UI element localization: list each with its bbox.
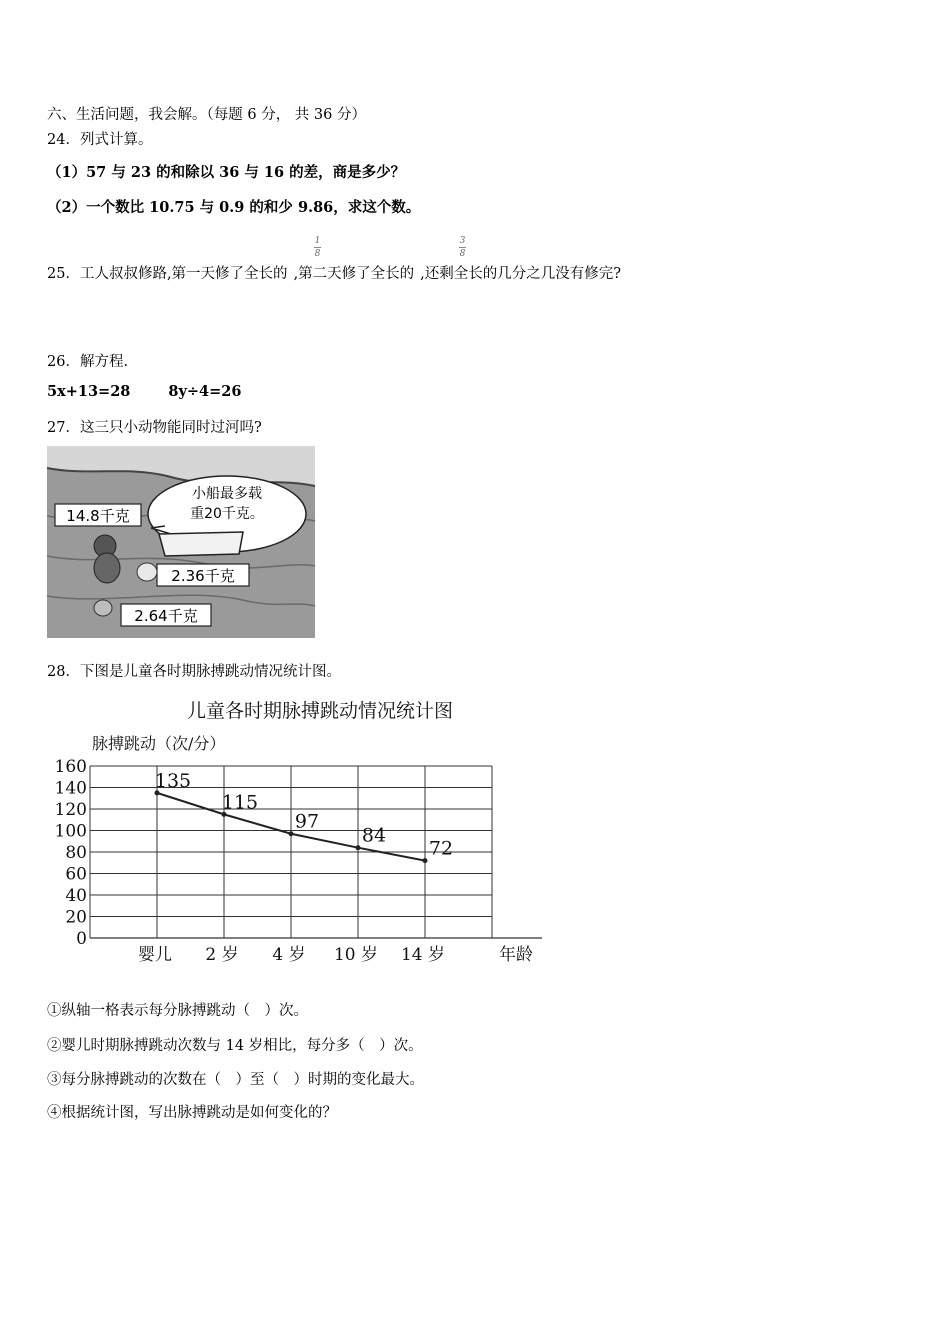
q25-text-b: ,第二天修了全长的: [293, 266, 415, 282]
data-label: 84: [361, 824, 387, 847]
bubble-line-1: 小船最多载: [192, 486, 262, 502]
q24-part1: （1）57 与 23 的和除以 36 与 16 的差，商是多少？: [47, 164, 406, 181]
bird-weight: 2.64千克: [134, 607, 198, 625]
q25-text: [47, 262, 621, 283]
y-tick-label: 100: [54, 821, 87, 842]
frac1-num: 1: [314, 236, 321, 246]
equation-1: 5x+13=28: [47, 383, 131, 400]
y-tick-label: 80: [65, 843, 87, 863]
rabbit-icon: [137, 563, 157, 581]
chart-ylabel: 脉搏跳动（次/分）: [92, 734, 226, 753]
q28-sub4: ④根据统计图，写出脉搏跳动是如何变化的？: [47, 1105, 337, 1121]
y-tick-label: 60: [65, 864, 87, 885]
q24-part2: （2）一个数比 10.75 与 0.9 的和少 9.86，求这个数。: [47, 199, 421, 216]
data-label: 72: [428, 837, 454, 860]
data-point: [356, 845, 361, 850]
fraction-three-eighths: [459, 236, 466, 259]
data-label: 115: [221, 791, 259, 814]
y-tick-label: 40: [65, 886, 87, 906]
data-label: 135: [154, 769, 192, 792]
q28-sub2: ②婴儿时期脉搏跳动次数与 14 岁相比，每分多（ ）次。: [47, 1038, 423, 1054]
x-tick-label: 婴儿: [138, 945, 172, 965]
frac2-num: 3: [459, 236, 466, 246]
q28-sub3: ③每分脉搏跳动的次数在（ ）至（ ）时期的变化最大。: [47, 1072, 424, 1088]
q25-text-c: ,还剩全长的几分之几没有修完?: [420, 266, 622, 282]
equation-2: 8y÷4=26: [168, 383, 242, 400]
q25-text-a: 25．工人叔叔修路,第一天修了全长的: [47, 266, 288, 282]
x-tick-label: 2 岁: [205, 945, 239, 965]
x-tick-label: 4 岁: [272, 945, 306, 965]
q26-title: 26．解方程.: [47, 354, 129, 370]
y-tick-label: 160: [54, 757, 87, 777]
q28-title: 28．下图是儿童各时期脉搏跳动情况统计图。: [47, 664, 341, 680]
boat: [159, 532, 243, 556]
section-header: 六、生活问题，我会解。（每题 6 分， 共 36 分）: [47, 107, 366, 123]
y-tick-label: 0: [76, 929, 87, 949]
rabbit-weight: 2.36千克: [171, 567, 235, 585]
y-tick-label: 20: [65, 907, 87, 928]
pulse-line-chart: [54, 690, 550, 970]
data-point: [423, 858, 428, 863]
q24-title: 24．列式计算。: [47, 132, 153, 148]
chart-title: 儿童各时期脉搏跳动情况统计图: [186, 700, 454, 722]
x-tick-label: 14 岁: [400, 945, 446, 965]
chart-xlabel: 年龄: [499, 945, 533, 965]
x-tick-label: 10 岁: [333, 945, 379, 965]
q28-sub1: ①纵轴一格表示每分脉搏跳动（ ）次。: [47, 1003, 308, 1019]
y-tick-label: 120: [54, 800, 87, 820]
frac2-den: 8: [459, 249, 466, 259]
data-point: [289, 831, 294, 836]
fraction-one-eighth: [314, 236, 321, 259]
q26-equations: [47, 383, 241, 400]
river-crossing-illustration: [47, 446, 315, 638]
y-tick-label: 140: [54, 778, 87, 799]
bubble-line-2: 重20千克。: [190, 506, 264, 522]
bird-icon: [94, 600, 112, 616]
data-label: 97: [294, 810, 320, 833]
monkey-weight: 14.8千克: [66, 507, 130, 525]
frac1-den: 8: [314, 249, 321, 259]
q27-title: 27．这三只小动物能同时过河吗?: [47, 420, 262, 436]
